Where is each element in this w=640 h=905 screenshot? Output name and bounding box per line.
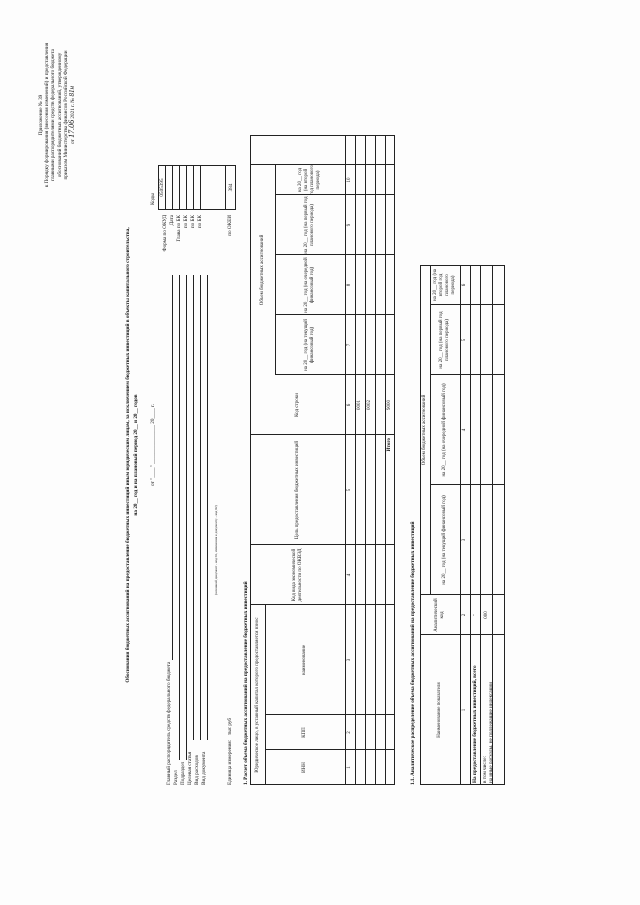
s1-row-line xyxy=(365,135,366,785)
s1-col-y2: на 20__ год (на очередной финансовый год) xyxy=(304,257,315,313)
s11-num: 2 xyxy=(462,613,468,617)
field-line-doc xyxy=(207,275,208,740)
appendix-line-2: к Порядку формирования (внесения изменений) и представления xyxy=(44,42,51,188)
s1-num: 10 xyxy=(347,177,353,183)
field-line-expense xyxy=(200,275,201,740)
s11-row-incl: в том числе: xyxy=(482,755,488,783)
codes-row-line xyxy=(172,165,173,210)
label-section: Раздел xyxy=(173,770,179,785)
form-title: Обоснования бюджетных ассигнований на предоставление бюджетных инвестиций иным юридическим лицам, за исключением бюджетных инвестиций в объекты капитального строительства, xyxy=(125,227,131,683)
section11-title: 1.1. Аналитическое распределение объема бюджетных ассигнований на предоставление бюджетных инвестиций xyxy=(410,521,416,785)
s1-col-kpp: КПП xyxy=(302,727,308,738)
s1-num: 3 xyxy=(347,658,353,662)
codes-row-line xyxy=(179,165,180,210)
codes-header: Коды xyxy=(150,193,156,205)
codes-row-line xyxy=(186,165,187,210)
s11-col-name: Наименование показателя xyxy=(437,682,443,738)
appendix-line-3: главными распорядителями средств федерального бюджета xyxy=(50,49,57,181)
s11-col-analytic: Аналитический код xyxy=(434,598,445,632)
field-line-target xyxy=(193,275,194,740)
label-subsection: Подраздел xyxy=(180,761,186,785)
s1-volume-header: Объем бюджетных ассигнований xyxy=(259,234,265,306)
s1-col-okved: Код вида экономической деятельности по ОКВЭД xyxy=(291,548,303,602)
label-date: Дата xyxy=(169,215,175,226)
appendix-line-1: Приложение № 39 xyxy=(38,94,44,136)
codes-row-line xyxy=(225,165,226,210)
s1-col-y4: на 20__ год (на второй год планового периода) xyxy=(298,165,321,195)
field-line-manager xyxy=(172,275,173,660)
s1-total-label: Итого xyxy=(387,438,393,452)
s1-num: 2 xyxy=(347,731,353,734)
label-expense-type: Вид расходов xyxy=(194,755,200,785)
handwritten-number: 81н xyxy=(68,86,77,97)
label-glava: Глава по БК xyxy=(176,215,182,242)
s11-row-line xyxy=(470,265,471,785)
s11-col-y4: на 20__ год (на второй год планового периода) xyxy=(433,268,456,302)
appendix-block xyxy=(38,15,76,215)
unit-value: тыс руб xyxy=(227,717,233,735)
label-okud: Форма по ОКУД xyxy=(162,215,168,252)
form-date-line: от "____" _______________ 20____ г. xyxy=(150,404,156,486)
s1-num: 7 xyxy=(347,343,353,347)
label-bk-1: по БК xyxy=(183,215,189,229)
s11-row-line xyxy=(480,265,481,785)
s1-num: 6 xyxy=(347,403,353,407)
s1-col-inn: ИНН xyxy=(302,762,308,773)
form-period: на 20__ год и на плановый период 20__ и 20__ годов xyxy=(133,394,139,516)
label-unit: Единица измерения: xyxy=(227,739,233,785)
handwritten-date: 17.06 xyxy=(67,119,77,138)
s1-num: 1 xyxy=(347,766,353,769)
label-okei: по ОКЕИ xyxy=(227,215,233,236)
s11-row-total: На предоставление бюджетных инвестиций, всего xyxy=(472,665,478,783)
s1-total-code: 9000 xyxy=(387,400,393,410)
codes-row-line xyxy=(193,165,194,210)
s1-row-line xyxy=(375,135,376,785)
s1-col-name: наименование xyxy=(302,644,308,676)
s11-volume-header: Объем бюджетных ассигнований xyxy=(422,394,428,466)
s11-num: 6 xyxy=(462,283,468,287)
codes-row-line xyxy=(200,165,201,210)
s11-col-y2: на 20__ год (на очередной финансовый год) xyxy=(442,383,448,477)
s1-row-line xyxy=(355,135,356,785)
s1-num: 9 xyxy=(347,223,353,227)
s1-col-row-code: Код строки xyxy=(294,393,300,417)
okei-value: 384 xyxy=(228,183,234,192)
appendix-line-5: приказом Министерства финансов Российской Федерации xyxy=(62,50,69,180)
s1-num: 8 xyxy=(347,283,353,287)
s1-row-code: 0001 xyxy=(357,400,363,410)
section1-title: 1. Расчет объема бюджетных ассигнований на предоставление бюджетных инвестиций xyxy=(243,581,249,785)
s1-col-y3: на 20__ год (на первый год планового периода) xyxy=(304,196,315,254)
label-bk-3: по БК xyxy=(197,215,203,229)
s11-num: 4 xyxy=(462,428,468,432)
s11-row-other-code: 000 xyxy=(484,611,490,619)
label-doc-type: Вид документа xyxy=(201,751,207,785)
s11-num: 1 xyxy=(462,708,468,712)
s11-row-other: на иные расходы, не подлежащие индексации xyxy=(488,682,494,783)
s1-num: 5 xyxy=(347,488,353,492)
s11-num: 5 xyxy=(462,338,468,342)
s1-col-purpose: Цель предоставления бюджетных инвестиций xyxy=(294,440,300,540)
label-bk-2: по БК xyxy=(190,215,196,229)
s11-col-y3: на 20__ год (на первый год планового периода) xyxy=(439,311,450,369)
s11-col-y1: на 20__ год (на текущий финансовый год) xyxy=(442,495,448,585)
label-main-manager: Главный распорядитель средств федерального бюджета xyxy=(166,661,172,785)
doc-type-hint: (основной документ - код 01, изменения к документу - код 02) xyxy=(214,505,218,595)
label-target-article: Целевая статья xyxy=(187,751,193,785)
okud-value: 0505395 xyxy=(159,178,165,197)
appendix-line-6: от 17.06 2021 г. № 81н xyxy=(67,86,77,144)
appendix-line-4: обоснований бюджетных ассигнований, утвержденному xyxy=(56,52,63,178)
s1-col-y1: на 20__ год (на текущий финансовый год) xyxy=(304,319,315,371)
s11-num: 3 xyxy=(462,538,468,542)
s1-num: 4 xyxy=(347,573,353,577)
s1-row-code: 0002 xyxy=(367,400,373,410)
s1-group-header: Юридическое лицо, в уставный капитал которого предоставляется взнос xyxy=(254,617,260,773)
s11-row-total-code: - xyxy=(472,614,478,616)
field-line-section xyxy=(179,275,180,760)
field-line-subsection xyxy=(186,275,187,760)
